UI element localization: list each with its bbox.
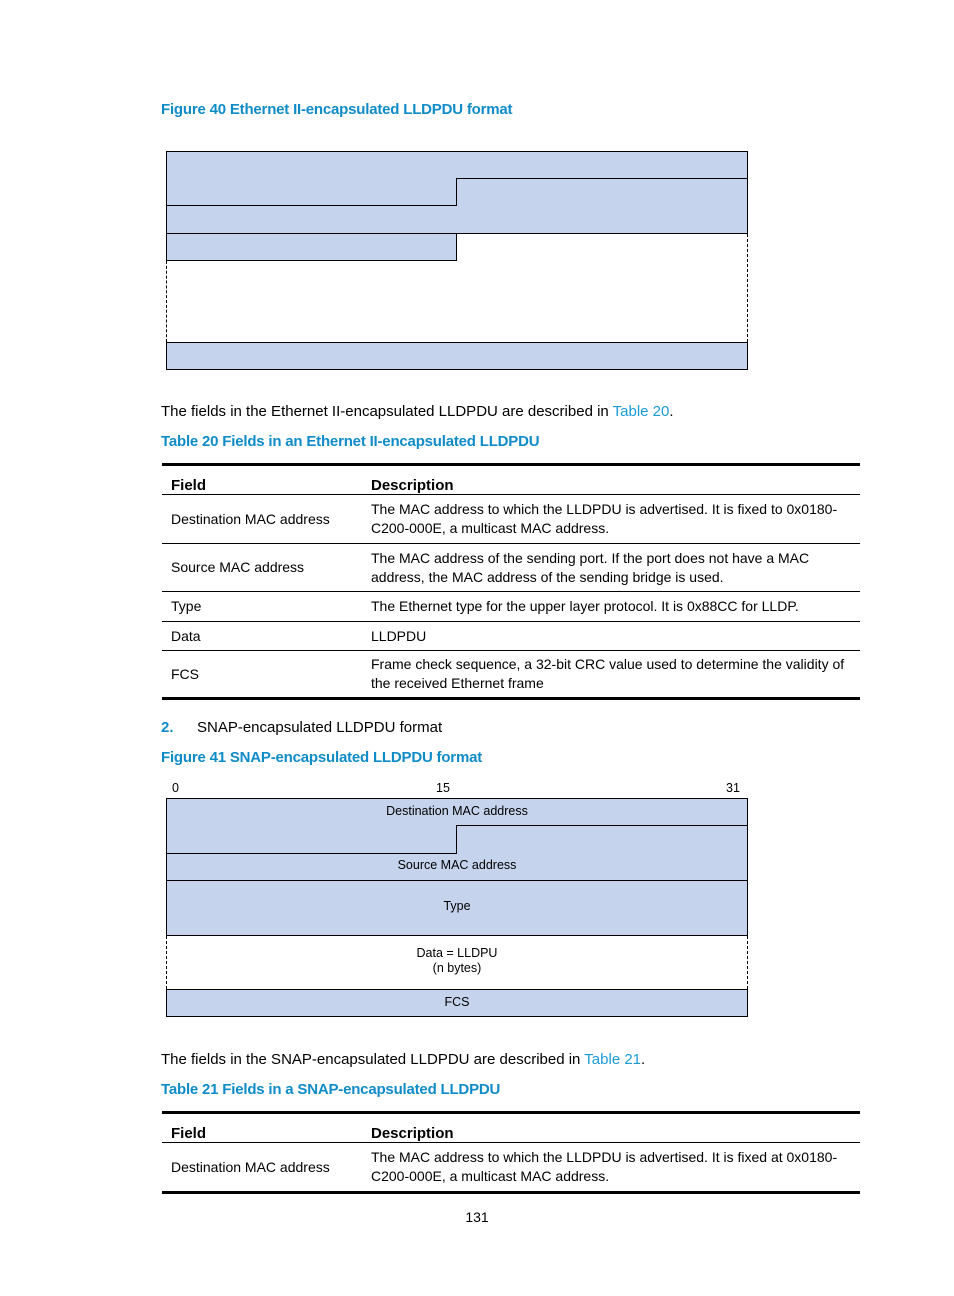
field-cell: Destination MAC address: [162, 495, 362, 544]
description-cell: The MAC address of the sending port. If the port does not have a MAC address, the MAC address of the sending bridge is used.: [362, 544, 860, 592]
field-cell: FCS: [162, 651, 362, 699]
field-cell: Source MAC address: [162, 544, 362, 592]
table-row: [162, 495, 860, 544]
fcs-label: FCS: [444, 995, 470, 1009]
table-header-description: Description: [362, 1113, 860, 1143]
table-row: [162, 622, 860, 651]
table-21-link[interactable]: Table 21: [584, 1051, 642, 1068]
paragraph-table21-ref: [161, 1051, 645, 1068]
figure-40-caption: Figure 40 Ethernet II-encapsulated LLDPDU format: [161, 101, 513, 118]
field-cell: Type: [162, 592, 362, 622]
table-20: [162, 463, 860, 700]
table-row: [162, 1143, 860, 1193]
table-21: [162, 1111, 860, 1194]
fig40-header-fill: [166, 151, 748, 233]
fig40-fcs-fill: [166, 342, 748, 370]
table-row: [162, 544, 860, 592]
paragraph-end: .: [669, 403, 674, 420]
data-size-label: (n bytes): [432, 961, 482, 975]
list-number: 2.: [161, 719, 174, 736]
list-item-text: SNAP-encapsulated LLDPDU format: [197, 719, 443, 736]
description-cell: The Ethernet type for the upper layer protocol. It is 0x88CC for LLDP.: [362, 592, 860, 622]
description-cell: The MAC address to which the LLDPDU is advertised. It is fixed to 0x0180-C200-000E, a multicast MAC address.: [362, 495, 860, 544]
table-21-caption: Table 21 Fields in a SNAP-encapsulated LLDPDU: [161, 1081, 501, 1098]
page-number: 131: [465, 1209, 489, 1225]
paragraph-end: .: [641, 1051, 646, 1068]
bit-label-start: 0: [172, 781, 179, 795]
list-item: [161, 719, 443, 736]
bit-label-mid: 15: [436, 781, 450, 795]
source-mac-label: Source MAC address: [397, 858, 517, 872]
paragraph-text: The fields in the SNAP-encapsulated LLDPDU are described in: [161, 1051, 585, 1068]
description-cell: LLDPDU: [362, 622, 860, 651]
table-20-link[interactable]: Table 20: [612, 403, 670, 420]
bit-label-end: 31: [726, 781, 740, 795]
data-label: Data = LLDPU: [416, 946, 498, 960]
table-header-field: Field: [162, 1113, 362, 1143]
paragraph-text: The fields in the Ethernet II-encapsulated LLDPDU are described in: [161, 403, 613, 420]
description-cell: Frame check sequence, a 32-bit CRC value used to determine the validity of the received Ethernet frame: [362, 651, 860, 699]
paragraph-table20-ref: [161, 403, 674, 420]
field-cell: Destination MAC address: [162, 1143, 362, 1193]
type-label: Type: [443, 899, 471, 913]
field-cell: Data: [162, 622, 362, 651]
table-header-description: Description: [362, 465, 860, 495]
figure-41-caption: Figure 41 SNAP-encapsulated LLDPDU format: [161, 749, 483, 766]
figure-40-diagram: [166, 151, 748, 371]
description-cell: The MAC address to which the LLDPDU is advertised. It is fixed at 0x0180-C200-000E, a multicast MAC address.: [362, 1143, 860, 1193]
fig40-type-fill: [166, 233, 457, 261]
table-header-field: Field: [162, 465, 362, 495]
table-row: [162, 651, 860, 699]
table-20-caption: Table 20 Fields in an Ethernet II-encapsulated LLDPDU: [161, 433, 540, 450]
dest-mac-label: Destination MAC address: [386, 804, 528, 818]
figure-41-diagram: [166, 798, 748, 1018]
table-row: [162, 592, 860, 622]
